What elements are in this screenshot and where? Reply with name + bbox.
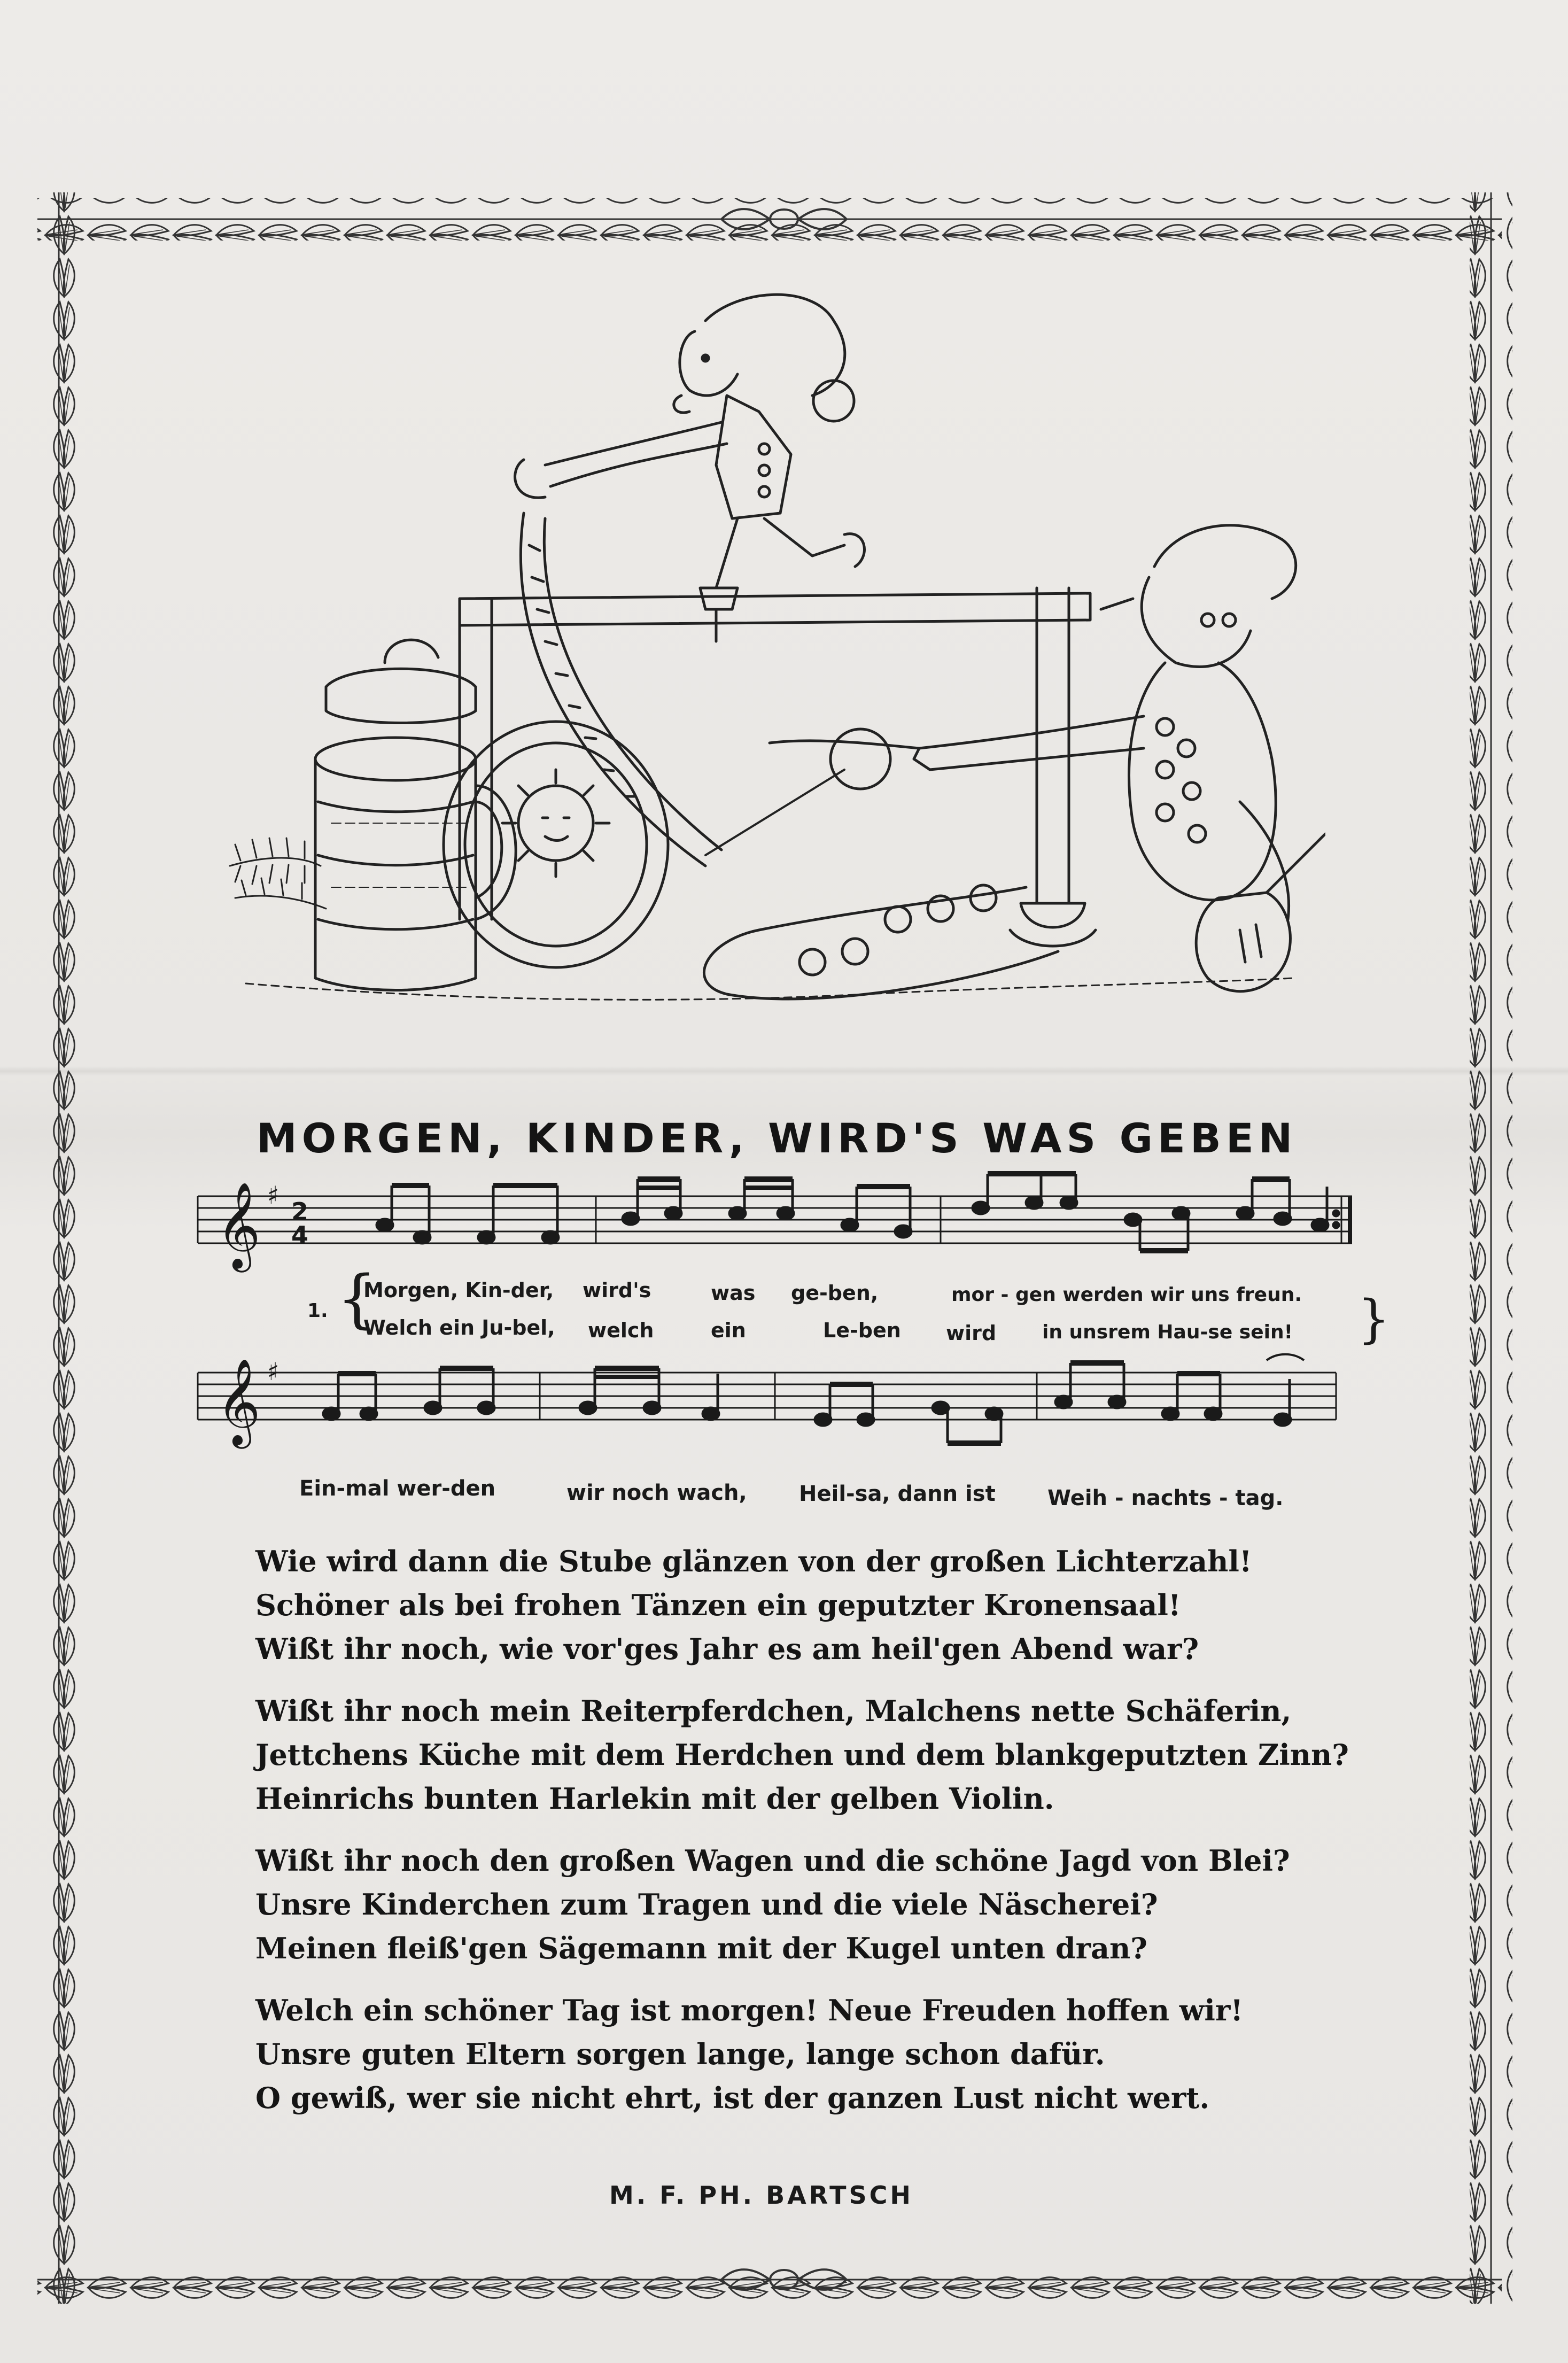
stanza-line: Wißt ihr noch, wie vor'ges Jahr es am heil'gen Abend war? — [255, 1632, 1199, 1666]
stanza-4 — [255, 1839, 1388, 1970]
lyric-line1-part1: Morgen, Kin-der, — [363, 1279, 554, 1302]
lyric-line2-part2: welch — [588, 1319, 654, 1342]
refrain-part1: Ein-mal wer-den — [299, 1476, 496, 1501]
stanza-line: Jettchens Küche mit dem Herdchen und dem blankgeputzten Zinn? — [255, 1738, 1349, 1772]
lyric-line2-part4: Le-ben — [823, 1319, 901, 1342]
stanza-line: Meinen fleiß'gen Sägemann mit der Kugel unten dran? — [255, 1931, 1147, 1965]
stanza-line: Welch ein schöner Tag ist morgen! Neue Freuden hoffen wir! — [255, 1993, 1244, 2027]
stanza-line: O gewiß, wer sie nicht ehrt, ist der ganzen Lust nicht wert. — [255, 2081, 1210, 2115]
stanza-line: Heinrichs bunten Harlekin mit der gelben Violin. — [255, 1781, 1054, 1816]
treble-clef-2 — [216, 1358, 261, 1449]
stanza-2 — [255, 1539, 1388, 1671]
lyric-line1-part3: was — [711, 1281, 756, 1305]
stanza-line: Schöner als bei frohen Tänzen ein geputzter Kronensaal! — [255, 1588, 1181, 1622]
stanza-line: Wißt ihr noch mein Reiterpferdchen, Malchens nette Schäferin, — [255, 1694, 1292, 1728]
refrain-part3: Heil-sa, dann ist — [799, 1482, 996, 1506]
notes-staff-2 — [323, 1354, 1304, 1443]
song-title: MORGEN, KINDER, WIRD'S WAS GEBEN — [257, 1114, 1298, 1162]
svg-text:𝄞: 𝄞 — [216, 1182, 261, 1269]
stanza-line: Wie wird dann die Stube glänzen von der großen Lichterzahl! — [255, 1544, 1252, 1578]
time-signature-top: 2 — [291, 1197, 309, 1226]
lyric-line2-part6: in unsrem Hau-se sein! — [1042, 1321, 1293, 1343]
lyric-line2-part5: wird — [946, 1321, 997, 1345]
stanza-5 — [255, 1988, 1388, 2120]
lyric-line1-part2: wird's — [583, 1279, 651, 1302]
stanza-line: Unsre Kinderchen zum Tragen und die viele Näscherei? — [255, 1887, 1158, 1922]
treble-clef-1 — [216, 1182, 261, 1273]
refrain-part4: Weih - nachts - tag. — [1047, 1486, 1284, 1510]
time-signature-bottom: 4 — [291, 1221, 309, 1250]
svg-text:𝄞: 𝄞 — [216, 1358, 261, 1445]
stanza-line: Wißt ihr noch den großen Wagen und die schöne Jagd von Blei? — [255, 1843, 1290, 1878]
author-credit: M. F. PH. BARTSCH — [609, 2181, 913, 2210]
key-sharp-2: ♯ — [267, 1357, 280, 1386]
lyric-line2-part1: Welch ein Ju-bel, — [363, 1316, 555, 1339]
refrain-part2: wir noch wach, — [566, 1481, 747, 1505]
verses-block — [255, 1539, 1388, 2138]
stanza-3 — [255, 1689, 1388, 1820]
verse-number: 1. — [307, 1300, 328, 1322]
lyric-line1-part5: mor - gen werden wir uns freun. — [951, 1284, 1302, 1306]
key-sharp-1: ♯ — [267, 1181, 280, 1210]
left-brace: { — [337, 1261, 377, 1335]
lyric-line1-part4: ge-ben, — [791, 1281, 879, 1305]
stanza-line: Unsre guten Eltern sorgen lange, lange schon dafür. — [255, 2037, 1105, 2071]
right-brace: } — [1357, 1289, 1391, 1349]
notes-staff-1 — [377, 1174, 1339, 1251]
lyric-line2-part3: ein — [711, 1319, 746, 1342]
